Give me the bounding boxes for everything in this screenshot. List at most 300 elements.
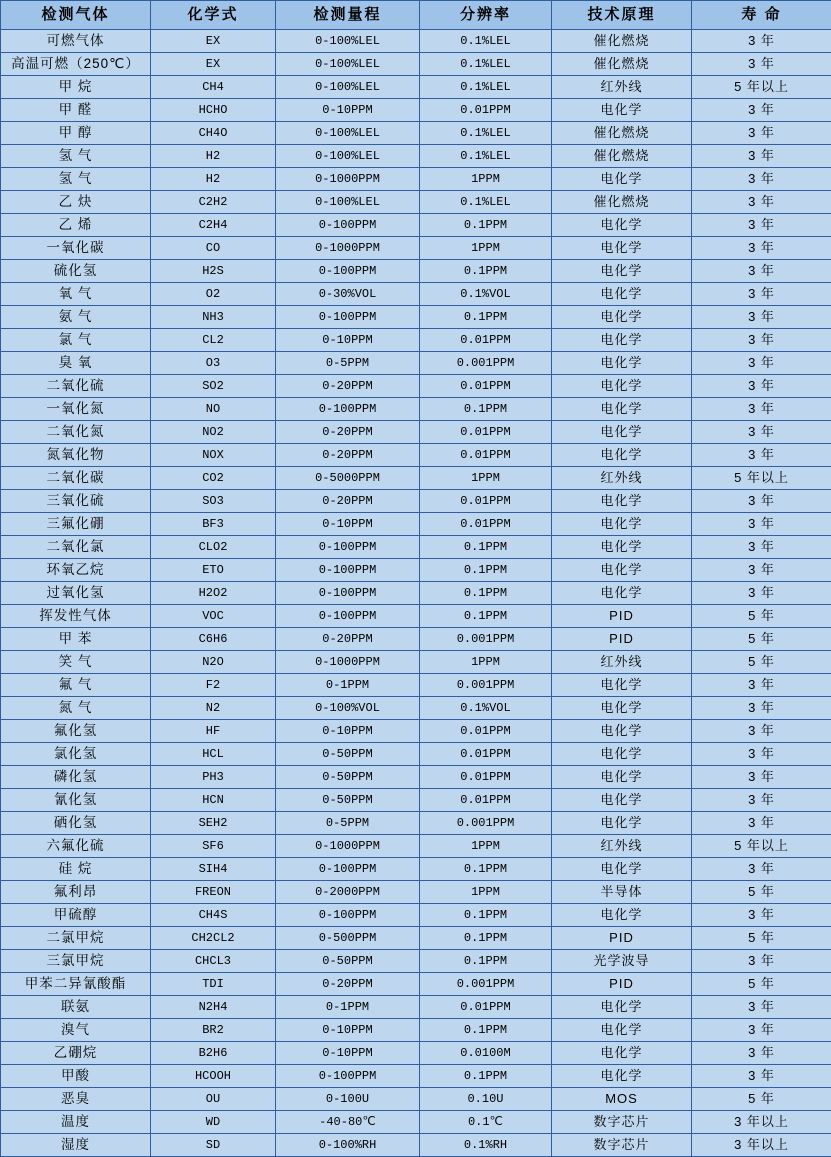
cell-lifespan: 3 年以上	[692, 1134, 831, 1157]
cell-gas-name: 氮 气	[1, 697, 151, 720]
cell-gas-name: 一氧化碳	[1, 237, 151, 260]
cell-technology: 电化学	[552, 536, 692, 559]
cell-technology: 催化燃烧	[552, 53, 692, 76]
cell-measuring-range: 0-10PPM	[276, 513, 420, 536]
cell-chemical-formula: NO2	[151, 421, 276, 444]
cell-gas-name: 挥发性气体	[1, 605, 151, 628]
cell-chemical-formula: OU	[151, 1088, 276, 1111]
cell-gas-name: 二氧化氮	[1, 421, 151, 444]
cell-gas-name: 臭 氧	[1, 352, 151, 375]
cell-measuring-range: 0-100%RH	[276, 1134, 420, 1157]
cell-technology: 电化学	[552, 766, 692, 789]
cell-measuring-range: 0-100PPM	[276, 306, 420, 329]
cell-technology: 电化学	[552, 421, 692, 444]
cell-lifespan: 3 年	[692, 812, 831, 835]
table-row	[1, 720, 831, 743]
cell-lifespan: 3 年	[692, 490, 831, 513]
cell-resolution: 0.1PPM	[420, 927, 552, 950]
cell-measuring-range: 0-20PPM	[276, 444, 420, 467]
cell-measuring-range: 0-100%LEL	[276, 30, 420, 53]
table-row	[1, 927, 831, 950]
cell-measuring-range: 0-100%VOL	[276, 697, 420, 720]
cell-measuring-range: 0-50PPM	[276, 766, 420, 789]
table-row	[1, 674, 831, 697]
cell-lifespan: 3 年	[692, 122, 831, 145]
cell-lifespan: 3 年	[692, 1019, 831, 1042]
cell-gas-name: 溴气	[1, 1019, 151, 1042]
cell-technology: 电化学	[552, 237, 692, 260]
table-row	[1, 283, 831, 306]
cell-technology: PID	[552, 973, 692, 996]
cell-resolution: 0.1%LEL	[420, 76, 552, 99]
table-row	[1, 789, 831, 812]
cell-chemical-formula: SEH2	[151, 812, 276, 835]
cell-lifespan: 5 年	[692, 881, 831, 904]
cell-chemical-formula: HCHO	[151, 99, 276, 122]
cell-gas-name: 湿度	[1, 1134, 151, 1157]
cell-technology: 催化燃烧	[552, 122, 692, 145]
table-row	[1, 559, 831, 582]
cell-lifespan: 3 年	[692, 513, 831, 536]
cell-technology: 电化学	[552, 329, 692, 352]
cell-resolution: 0.1PPM	[420, 950, 552, 973]
cell-resolution: 0.01PPM	[420, 996, 552, 1019]
cell-chemical-formula: H2S	[151, 260, 276, 283]
cell-chemical-formula: HF	[151, 720, 276, 743]
cell-resolution: 0.1%LEL	[420, 122, 552, 145]
cell-lifespan: 5 年	[692, 927, 831, 950]
cell-measuring-range: 0-1PPM	[276, 674, 420, 697]
table-row	[1, 697, 831, 720]
cell-gas-name: 三氯甲烷	[1, 950, 151, 973]
cell-chemical-formula: WD	[151, 1111, 276, 1134]
cell-technology: 电化学	[552, 559, 692, 582]
table-row	[1, 881, 831, 904]
cell-lifespan: 5 年以上	[692, 835, 831, 858]
header-gas-name: 检测气体	[1, 1, 151, 30]
header-row	[1, 1, 831, 30]
cell-resolution: 0.001PPM	[420, 812, 552, 835]
cell-gas-name: 二氧化硫	[1, 375, 151, 398]
cell-measuring-range: 0-5PPM	[276, 812, 420, 835]
cell-resolution: 1PPM	[420, 881, 552, 904]
cell-measuring-range: 0-100%LEL	[276, 122, 420, 145]
cell-resolution: 0.1%VOL	[420, 697, 552, 720]
cell-resolution: 0.01PPM	[420, 743, 552, 766]
cell-technology: PID	[552, 927, 692, 950]
cell-technology: 电化学	[552, 720, 692, 743]
cell-resolution: 0.01PPM	[420, 513, 552, 536]
cell-resolution: 0.10U	[420, 1088, 552, 1111]
cell-resolution: 0.1PPM	[420, 1019, 552, 1042]
cell-measuring-range: 0-100PPM	[276, 1065, 420, 1088]
cell-technology: 电化学	[552, 490, 692, 513]
cell-chemical-formula: CH4S	[151, 904, 276, 927]
cell-resolution: 0.0100M	[420, 1042, 552, 1065]
cell-chemical-formula: O3	[151, 352, 276, 375]
cell-chemical-formula: CO	[151, 237, 276, 260]
cell-lifespan: 3 年	[692, 283, 831, 306]
header-resolution: 分辨率	[420, 1, 552, 30]
cell-resolution: 1PPM	[420, 835, 552, 858]
cell-gas-name: 甲酸	[1, 1065, 151, 1088]
table-row	[1, 513, 831, 536]
cell-gas-name: 恶臭	[1, 1088, 151, 1111]
cell-lifespan: 3 年	[692, 260, 831, 283]
cell-technology: 电化学	[552, 283, 692, 306]
cell-chemical-formula: BF3	[151, 513, 276, 536]
cell-chemical-formula: N2	[151, 697, 276, 720]
cell-technology: MOS	[552, 1088, 692, 1111]
cell-technology: 电化学	[552, 375, 692, 398]
table-header	[1, 1, 831, 30]
cell-gas-name: 硫化氢	[1, 260, 151, 283]
cell-gas-name: 氧 气	[1, 283, 151, 306]
cell-resolution: 0.1%VOL	[420, 283, 552, 306]
cell-chemical-formula: TDI	[151, 973, 276, 996]
cell-resolution: 0.1%RH	[420, 1134, 552, 1157]
cell-lifespan: 3 年	[692, 191, 831, 214]
cell-measuring-range: 0-20PPM	[276, 375, 420, 398]
cell-lifespan: 3 年以上	[692, 1111, 831, 1134]
table-row	[1, 1042, 831, 1065]
cell-gas-name: 硅 烷	[1, 858, 151, 881]
cell-measuring-range: 0-10PPM	[276, 720, 420, 743]
cell-chemical-formula: C6H6	[151, 628, 276, 651]
cell-gas-name: 乙硼烷	[1, 1042, 151, 1065]
cell-technology: 电化学	[552, 789, 692, 812]
cell-gas-name: 氟利昂	[1, 881, 151, 904]
table-row	[1, 398, 831, 421]
cell-chemical-formula: FREON	[151, 881, 276, 904]
cell-chemical-formula: VOC	[151, 605, 276, 628]
cell-chemical-formula: BR2	[151, 1019, 276, 1042]
cell-resolution: 0.001PPM	[420, 674, 552, 697]
cell-chemical-formula: CO2	[151, 467, 276, 490]
cell-resolution: 1PPM	[420, 168, 552, 191]
cell-measuring-range: 0-1000PPM	[276, 651, 420, 674]
cell-measuring-range: 0-10PPM	[276, 1042, 420, 1065]
table-row	[1, 122, 831, 145]
cell-technology: 电化学	[552, 260, 692, 283]
cell-lifespan: 5 年以上	[692, 467, 831, 490]
cell-gas-name: 过氧化氢	[1, 582, 151, 605]
table-row	[1, 904, 831, 927]
cell-measuring-range: 0-50PPM	[276, 950, 420, 973]
cell-measuring-range: -40-80℃	[276, 1111, 420, 1134]
cell-measuring-range: 0-500PPM	[276, 927, 420, 950]
cell-chemical-formula: HCOOH	[151, 1065, 276, 1088]
cell-resolution: 0.01PPM	[420, 99, 552, 122]
cell-gas-name: 环氧乙烷	[1, 559, 151, 582]
cell-resolution: 0.1PPM	[420, 306, 552, 329]
cell-chemical-formula: CH2CL2	[151, 927, 276, 950]
cell-resolution: 0.1%LEL	[420, 30, 552, 53]
cell-technology: 红外线	[552, 835, 692, 858]
cell-gas-name: 氯化氢	[1, 743, 151, 766]
cell-gas-name: 高温可燃（250℃）	[1, 53, 151, 76]
cell-lifespan: 3 年	[692, 398, 831, 421]
cell-resolution: 0.1%LEL	[420, 191, 552, 214]
cell-chemical-formula: F2	[151, 674, 276, 697]
cell-gas-name: 氢 气	[1, 168, 151, 191]
cell-gas-name: 二氧化氯	[1, 536, 151, 559]
cell-technology: 电化学	[552, 444, 692, 467]
cell-gas-name: 氟 气	[1, 674, 151, 697]
cell-chemical-formula: CH4O	[151, 122, 276, 145]
cell-technology: 电化学	[552, 996, 692, 1019]
cell-technology: 电化学	[552, 1065, 692, 1088]
cell-chemical-formula: CH4	[151, 76, 276, 99]
table-row	[1, 490, 831, 513]
cell-resolution: 1PPM	[420, 467, 552, 490]
cell-resolution: 0.01PPM	[420, 490, 552, 513]
cell-chemical-formula: SO3	[151, 490, 276, 513]
cell-technology: 光学波导	[552, 950, 692, 973]
cell-technology: 红外线	[552, 651, 692, 674]
cell-chemical-formula: C2H2	[151, 191, 276, 214]
cell-resolution: 0.01PPM	[420, 789, 552, 812]
table-row	[1, 99, 831, 122]
cell-resolution: 0.01PPM	[420, 720, 552, 743]
cell-chemical-formula: O2	[151, 283, 276, 306]
cell-lifespan: 3 年	[692, 421, 831, 444]
cell-measuring-range: 0-100PPM	[276, 904, 420, 927]
cell-gas-name: 三氟化硼	[1, 513, 151, 536]
table-row	[1, 1088, 831, 1111]
cell-lifespan: 5 年	[692, 628, 831, 651]
header-measuring-range: 检测量程	[276, 1, 420, 30]
cell-resolution: 0.1PPM	[420, 582, 552, 605]
cell-lifespan: 3 年	[692, 536, 831, 559]
table-row	[1, 651, 831, 674]
cell-technology: 电化学	[552, 858, 692, 881]
cell-measuring-range: 0-100PPM	[276, 858, 420, 881]
table-row	[1, 973, 831, 996]
cell-measuring-range: 0-20PPM	[276, 421, 420, 444]
cell-resolution: 1PPM	[420, 651, 552, 674]
cell-gas-name: 甲 醇	[1, 122, 151, 145]
cell-gas-name: 可燃气体	[1, 30, 151, 53]
cell-chemical-formula: NH3	[151, 306, 276, 329]
cell-measuring-range: 0-100PPM	[276, 398, 420, 421]
cell-resolution: 0.1PPM	[420, 559, 552, 582]
cell-technology: PID	[552, 605, 692, 628]
cell-lifespan: 3 年	[692, 743, 831, 766]
table-row	[1, 835, 831, 858]
cell-resolution: 0.1PPM	[420, 536, 552, 559]
cell-chemical-formula: CLO2	[151, 536, 276, 559]
cell-resolution: 0.1PPM	[420, 214, 552, 237]
cell-chemical-formula: ETO	[151, 559, 276, 582]
cell-technology: 电化学	[552, 168, 692, 191]
cell-technology: PID	[552, 628, 692, 651]
table-row	[1, 375, 831, 398]
cell-technology: 催化燃烧	[552, 191, 692, 214]
table-row	[1, 766, 831, 789]
cell-measuring-range: 0-5000PPM	[276, 467, 420, 490]
cell-measuring-range: 0-100%LEL	[276, 191, 420, 214]
table-body	[1, 30, 831, 1157]
cell-measuring-range: 0-100%LEL	[276, 145, 420, 168]
cell-lifespan: 3 年	[692, 168, 831, 191]
cell-chemical-formula: C2H4	[151, 214, 276, 237]
cell-resolution: 0.01PPM	[420, 444, 552, 467]
cell-measuring-range: 0-2000PPM	[276, 881, 420, 904]
cell-gas-name: 乙 炔	[1, 191, 151, 214]
cell-lifespan: 3 年	[692, 674, 831, 697]
cell-measuring-range: 0-1PPM	[276, 996, 420, 1019]
cell-technology: 半导体	[552, 881, 692, 904]
cell-measuring-range: 0-100PPM	[276, 559, 420, 582]
cell-measuring-range: 0-10PPM	[276, 329, 420, 352]
cell-lifespan: 3 年	[692, 30, 831, 53]
cell-lifespan: 3 年	[692, 375, 831, 398]
cell-technology: 电化学	[552, 812, 692, 835]
cell-chemical-formula: HCN	[151, 789, 276, 812]
cell-technology: 数字芯片	[552, 1111, 692, 1134]
cell-chemical-formula: SD	[151, 1134, 276, 1157]
cell-resolution: 0.001PPM	[420, 352, 552, 375]
cell-measuring-range: 0-30%VOL	[276, 283, 420, 306]
cell-resolution: 0.001PPM	[420, 628, 552, 651]
cell-technology: 电化学	[552, 674, 692, 697]
cell-technology: 数字芯片	[552, 1134, 692, 1157]
cell-lifespan: 3 年	[692, 329, 831, 352]
cell-technology: 催化燃烧	[552, 30, 692, 53]
table-row	[1, 444, 831, 467]
cell-gas-name: 硒化氢	[1, 812, 151, 835]
cell-chemical-formula: N2O	[151, 651, 276, 674]
cell-resolution: 0.01PPM	[420, 766, 552, 789]
cell-lifespan: 3 年	[692, 214, 831, 237]
cell-measuring-range: 0-5PPM	[276, 352, 420, 375]
cell-technology: 电化学	[552, 99, 692, 122]
cell-chemical-formula: H2O2	[151, 582, 276, 605]
cell-technology: 红外线	[552, 467, 692, 490]
cell-chemical-formula: EX	[151, 30, 276, 53]
cell-gas-name: 二氯甲烷	[1, 927, 151, 950]
cell-measuring-range: 0-20PPM	[276, 490, 420, 513]
cell-measuring-range: 0-10PPM	[276, 1019, 420, 1042]
table-row	[1, 1019, 831, 1042]
cell-technology: 电化学	[552, 1042, 692, 1065]
cell-gas-name: 三氧化硫	[1, 490, 151, 513]
cell-chemical-formula: EX	[151, 53, 276, 76]
cell-measuring-range: 0-1000PPM	[276, 237, 420, 260]
cell-lifespan: 3 年	[692, 237, 831, 260]
cell-lifespan: 3 年	[692, 1042, 831, 1065]
cell-gas-name: 氨 气	[1, 306, 151, 329]
cell-gas-name: 氯 气	[1, 329, 151, 352]
table-row	[1, 605, 831, 628]
cell-resolution: 0.1%LEL	[420, 53, 552, 76]
cell-measuring-range: 0-100PPM	[276, 605, 420, 628]
cell-lifespan: 3 年	[692, 697, 831, 720]
cell-chemical-formula: H2	[151, 168, 276, 191]
cell-measuring-range: 0-20PPM	[276, 628, 420, 651]
cell-technology: 电化学	[552, 697, 692, 720]
table-row	[1, 467, 831, 490]
cell-measuring-range: 0-100U	[276, 1088, 420, 1111]
cell-lifespan: 3 年	[692, 1065, 831, 1088]
cell-gas-name: 一氧化氮	[1, 398, 151, 421]
header-technology: 技术原理	[552, 1, 692, 30]
cell-technology: 电化学	[552, 352, 692, 375]
cell-gas-name: 二氧化碳	[1, 467, 151, 490]
cell-measuring-range: 0-100PPM	[276, 214, 420, 237]
cell-lifespan: 5 年以上	[692, 76, 831, 99]
cell-lifespan: 5 年	[692, 605, 831, 628]
cell-gas-name: 笑 气	[1, 651, 151, 674]
table-row	[1, 950, 831, 973]
table-row	[1, 743, 831, 766]
cell-technology: 红外线	[552, 76, 692, 99]
table-row	[1, 76, 831, 99]
cell-chemical-formula: HCL	[151, 743, 276, 766]
table-row	[1, 329, 831, 352]
cell-resolution: 0.01PPM	[420, 421, 552, 444]
cell-gas-name: 氮氧化物	[1, 444, 151, 467]
table-row	[1, 996, 831, 1019]
cell-resolution: 0.1PPM	[420, 260, 552, 283]
table-row	[1, 237, 831, 260]
cell-resolution: 0.01PPM	[420, 329, 552, 352]
cell-lifespan: 5 年	[692, 1088, 831, 1111]
cell-lifespan: 3 年	[692, 145, 831, 168]
cell-gas-name: 氟化氢	[1, 720, 151, 743]
table-row	[1, 628, 831, 651]
cell-chemical-formula: PH3	[151, 766, 276, 789]
cell-gas-name: 磷化氢	[1, 766, 151, 789]
table-row	[1, 145, 831, 168]
table-row	[1, 191, 831, 214]
header-lifespan: 寿 命	[692, 1, 831, 30]
cell-technology: 电化学	[552, 1019, 692, 1042]
header-chemical-formula: 化学式	[151, 1, 276, 30]
cell-lifespan: 3 年	[692, 352, 831, 375]
table-row	[1, 1111, 831, 1134]
cell-gas-name: 甲 烷	[1, 76, 151, 99]
cell-gas-name: 氰化氢	[1, 789, 151, 812]
cell-resolution: 0.01PPM	[420, 375, 552, 398]
table-row	[1, 53, 831, 76]
cell-measuring-range: 0-50PPM	[276, 743, 420, 766]
table-row	[1, 1134, 831, 1157]
table-row	[1, 858, 831, 881]
cell-lifespan: 3 年	[692, 789, 831, 812]
cell-measuring-range: 0-100PPM	[276, 260, 420, 283]
cell-technology: 电化学	[552, 398, 692, 421]
cell-lifespan: 3 年	[692, 559, 831, 582]
cell-lifespan: 3 年	[692, 720, 831, 743]
table-row	[1, 168, 831, 191]
cell-chemical-formula: B2H6	[151, 1042, 276, 1065]
cell-resolution: 0.1PPM	[420, 605, 552, 628]
cell-lifespan: 3 年	[692, 766, 831, 789]
cell-lifespan: 3 年	[692, 99, 831, 122]
cell-lifespan: 3 年	[692, 582, 831, 605]
cell-chemical-formula: SF6	[151, 835, 276, 858]
cell-lifespan: 3 年	[692, 444, 831, 467]
cell-resolution: 0.1℃	[420, 1111, 552, 1134]
cell-technology: 电化学	[552, 743, 692, 766]
cell-lifespan: 3 年	[692, 950, 831, 973]
cell-measuring-range: 0-100%LEL	[276, 53, 420, 76]
cell-gas-name: 氢 气	[1, 145, 151, 168]
cell-gas-name: 六氟化硫	[1, 835, 151, 858]
cell-chemical-formula: NO	[151, 398, 276, 421]
